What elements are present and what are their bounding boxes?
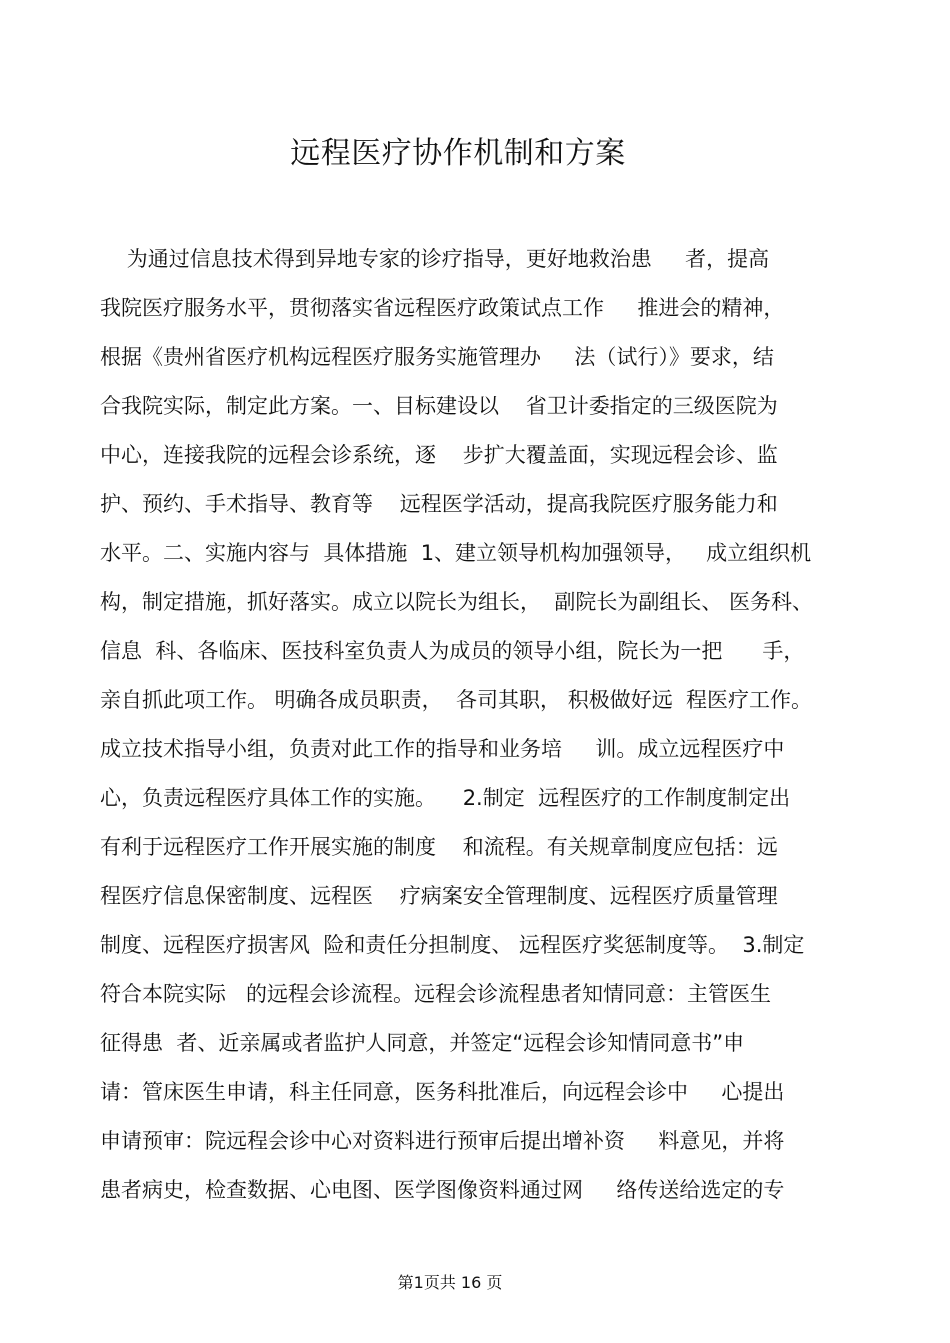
body-line: 心，负责远程医疗具体工作的实施。 2.制定 远程医疗的工作制度制定出 xyxy=(100,786,791,810)
page-number-footer: 第1页共 16 页 xyxy=(397,1273,503,1292)
body-line: 患者病史，检查数据、心电图、医学图像资料通过网 络传送给选定的专 xyxy=(100,1178,785,1202)
body-line: 护、预约、手术指导、教育等 远程医学活动，提高我院医疗服务能力和 xyxy=(100,492,778,516)
body-line: 程医疗信息保密制度、远程医 疗病案安全管理制度、远程医疗质量管理 xyxy=(100,884,778,908)
body-line: 构，制定措施，抓好落实。成立以院长为组长， 副院长为副组长、 医务科、 xyxy=(100,590,814,614)
body-line: 申请预审：院远程会诊中心对资料进行预审后提出增补资 料意见，并将 xyxy=(100,1129,785,1153)
body-line: 根据《贵州省医疗机构远程医疗服务实施管理办 法（试行）》要求，结 xyxy=(100,345,774,369)
document-body xyxy=(100,238,860,1218)
body-line: 我院医疗服务水平，贯彻落实省远程医疗政策试点工作 推进会的精神， xyxy=(100,296,785,320)
body-line: 信息 科、各临床、医技科室负责人为成员的领导小组，院长为一把 手， xyxy=(100,639,805,663)
document-title: 远程医疗协作机制和方案 xyxy=(290,136,626,171)
body-line: 合我院实际，制定此方案。一、目标建设以 省卫计委指定的三级医院为 xyxy=(100,394,778,418)
body-line: 为通过信息技术得到异地专家的诊疗指导，更好地救治患 者，提高 xyxy=(100,247,770,271)
body-line: 制度、远程医疗损害风 险和责任分担制度、 远程医疗奖惩制度等。 3.制定 xyxy=(100,933,805,957)
body-line: 请：管床医生申请，科主任同意，医务科批准后，向远程会诊中 心提出 xyxy=(100,1080,785,1104)
body-line: 符合本院实际 的远程会诊流程。远程会诊流程患者知情同意：主管医生 xyxy=(100,982,772,1006)
body-line: 中心，连接我院的远程会诊系统，逐 步扩大覆盖面，实现远程会诊、监 xyxy=(100,443,778,467)
body-line: 成立技术指导小组，负责对此工作的指导和业务培 训。成立远程医疗中 xyxy=(100,737,785,761)
body-line: 亲自抓此项工作。 明确各成员职责， 各司其职， 积极做好远 程医疗工作。 xyxy=(100,688,813,712)
body-line: 有利于远程医疗工作开展实施的制度 和流程。有关规章制度应包括：远 xyxy=(100,835,778,859)
body-line: 水平。二、实施内容与 具体措施 1、建立领导机构加强领导， 成立组织机 xyxy=(100,541,812,565)
body-line: 征得患 者、近亲属或者监护人同意，并签定“远程会诊知情同意书”申 xyxy=(100,1031,745,1055)
